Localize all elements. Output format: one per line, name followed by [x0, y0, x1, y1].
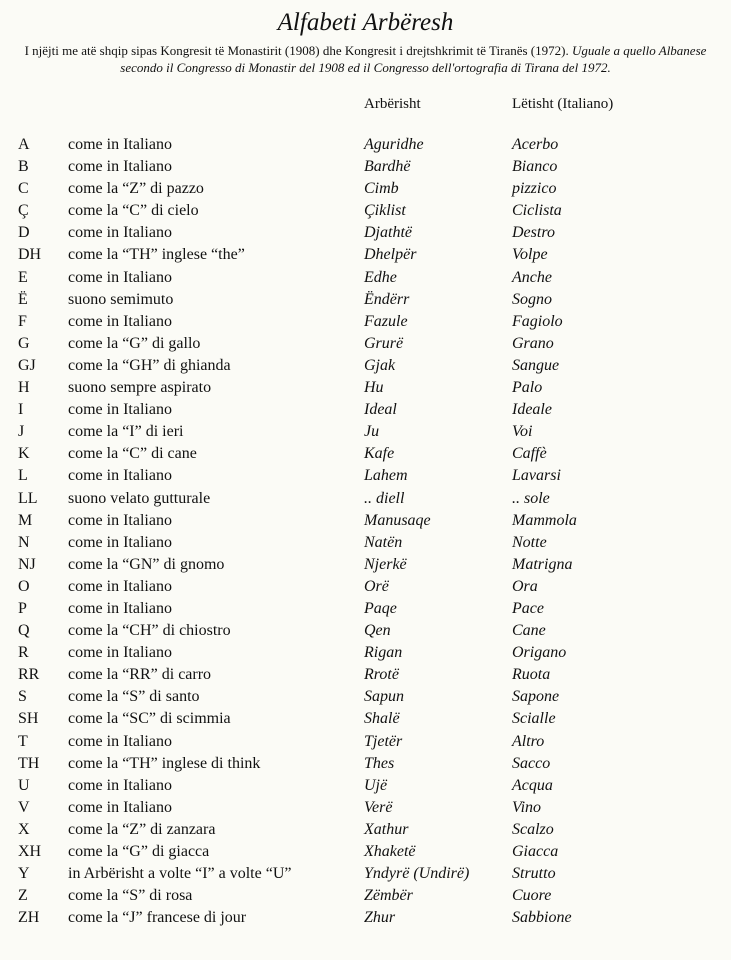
- description-cell: come la “I” di ieri: [68, 423, 184, 441]
- description-cell: come in Italiano: [68, 224, 172, 242]
- description-cell: in Arbërisht a volte “I” a volte “U”: [68, 865, 292, 883]
- italian-word-cell: Ideale: [512, 401, 552, 419]
- letter-cell: RR: [18, 666, 40, 684]
- description-cell: come la “C” di cane: [68, 445, 197, 463]
- letter-cell: H: [18, 379, 30, 397]
- letter-cell: N: [18, 533, 30, 551]
- description-cell: come la “GN” di gnomo: [68, 555, 225, 573]
- table-row: [0, 863, 731, 885]
- description-cell: suono sempre aspirato: [68, 379, 212, 397]
- arberesh-word-cell: Rigan: [364, 644, 403, 662]
- italian-word-cell: Ora: [512, 577, 538, 595]
- arberesh-word-cell: Zhur: [364, 909, 396, 927]
- column-header-letisht: Lëtisht (Italiano): [512, 96, 614, 112]
- table-row: [0, 267, 731, 289]
- description-cell: come in Italiano: [68, 158, 172, 176]
- italian-word-cell: Cane: [512, 622, 546, 640]
- arberesh-word-cell: Çiklist: [364, 202, 406, 220]
- table-row: [0, 289, 731, 311]
- arberesh-word-cell: Djathtë: [364, 224, 412, 242]
- table-row: [0, 399, 731, 421]
- table-row: [0, 222, 731, 244]
- arberesh-word-cell: Verë: [364, 798, 393, 816]
- arberesh-word-cell: Ëndërr: [364, 290, 410, 308]
- table-row: [0, 907, 731, 929]
- table-row: [0, 377, 731, 399]
- italian-word-cell: Sangue: [512, 356, 560, 374]
- table-row: [0, 532, 731, 554]
- table-row: [0, 355, 731, 377]
- description-cell: come la “Z” di zanzara: [68, 820, 216, 838]
- letter-cell: SH: [18, 710, 39, 728]
- table-row: [0, 642, 731, 664]
- description-cell: come la “TH” inglese di think: [68, 754, 261, 772]
- description-cell: come in Italiano: [68, 511, 172, 529]
- arberesh-word-cell: Xhaketë: [364, 843, 416, 860]
- italian-word-cell: Sabbione: [512, 909, 572, 927]
- arberesh-word-cell: Njerkë: [364, 555, 407, 573]
- letter-cell: G: [18, 334, 30, 352]
- arberesh-word-cell: Gjak: [364, 356, 396, 374]
- italian-word-cell: Mammola: [512, 511, 577, 529]
- letter-cell: T: [18, 732, 28, 750]
- letter-cell: X: [18, 820, 30, 838]
- letter-cell: L: [18, 467, 28, 485]
- italian-word-cell: Scalzo: [512, 820, 554, 838]
- italian-word-cell: Palo: [512, 379, 543, 397]
- table-row: [0, 244, 731, 266]
- letter-cell: M: [18, 511, 33, 529]
- table-row: [0, 510, 731, 532]
- arberesh-word-cell: Qen: [364, 622, 391, 640]
- table-row: [0, 753, 731, 775]
- italian-word-cell: Pace: [512, 599, 544, 617]
- italian-word-cell: Destro: [512, 224, 555, 242]
- description-cell: come in Italiano: [68, 776, 172, 794]
- arberesh-word-cell: Cimb: [364, 180, 399, 198]
- italian-word-cell: Grano: [512, 334, 554, 352]
- arberesh-word-cell: Kafe: [364, 445, 395, 463]
- description-cell: come la “Z” di pazzo: [68, 180, 204, 198]
- arberesh-word-cell: Ideal: [364, 401, 397, 419]
- letter-cell: V: [18, 798, 30, 816]
- description-cell: come la “S” di santo: [68, 688, 200, 706]
- italian-word-cell: Giacca: [512, 843, 559, 860]
- arberesh-word-cell: Manusaqe: [364, 511, 431, 529]
- arberesh-word-cell: Ujë: [364, 776, 388, 794]
- page-title: Alfabeti Arbëresh: [277, 9, 454, 36]
- table-row: [0, 664, 731, 686]
- arberesh-word-cell: Fazule: [364, 312, 408, 330]
- arberesh-word-cell: Ju: [364, 423, 380, 441]
- italian-word-cell: Sapone: [512, 688, 560, 706]
- letter-cell: Z: [18, 887, 28, 905]
- description-cell: come la “GH” di ghianda: [68, 356, 231, 374]
- italian-word-cell: Vino: [512, 798, 542, 816]
- italian-word-cell: Notte: [512, 533, 547, 551]
- letter-cell: P: [18, 599, 27, 617]
- arberesh-word-cell: Rrotë: [364, 666, 399, 684]
- italian-word-cell: Ciclista: [512, 202, 562, 220]
- alphabet-table: [0, 134, 731, 929]
- italian-word-cell: Ruota: [512, 666, 551, 684]
- italian-word-cell: Acqua: [512, 776, 553, 794]
- description-cell: come in Italiano: [68, 599, 172, 617]
- letter-cell: S: [18, 688, 27, 706]
- arberesh-word-cell: .. diell: [364, 489, 405, 507]
- letter-cell: E: [18, 268, 28, 286]
- table-row: [0, 311, 731, 333]
- description-cell: suono semimuto: [68, 290, 174, 308]
- letter-cell: A: [18, 136, 30, 153]
- arberesh-word-cell: Orë: [364, 577, 389, 595]
- italian-word-cell: Cuore: [512, 887, 552, 905]
- table-row: [0, 421, 731, 443]
- italian-word-cell: Volpe: [512, 246, 548, 264]
- italian-word-cell: Strutto: [512, 865, 556, 883]
- description-cell: come la “CH” di chiostro: [68, 622, 231, 640]
- description-cell: come in Italiano: [68, 312, 172, 330]
- description-cell: come la “G” di gallo: [68, 334, 201, 352]
- letter-cell: TH: [18, 754, 40, 772]
- subtitle: [10, 42, 721, 76]
- table-row: [0, 465, 731, 487]
- table-row: [0, 885, 731, 907]
- italian-word-cell: pizzico: [512, 180, 557, 198]
- description-cell: come in Italiano: [68, 577, 172, 595]
- table-row: [0, 156, 731, 178]
- column-header-arberisht: Arbërisht: [364, 96, 421, 112]
- table-row: [0, 797, 731, 819]
- italian-word-cell: Acerbo: [512, 136, 559, 153]
- arberesh-word-cell: Zëmbër: [364, 887, 413, 905]
- description-cell: come la “RR” di carro: [68, 666, 212, 684]
- arberesh-word-cell: Aguridhe: [364, 136, 424, 153]
- letter-cell: D: [18, 224, 30, 242]
- italian-word-cell: .. sole: [512, 489, 550, 507]
- italian-word-cell: Sogno: [512, 290, 552, 308]
- description-cell: come in Italiano: [68, 732, 172, 750]
- arberesh-word-cell: Xathur: [364, 820, 409, 838]
- description-cell: come in Italiano: [68, 268, 172, 286]
- table-row: [0, 554, 731, 576]
- letter-cell: Q: [18, 622, 30, 640]
- table-row: [0, 443, 731, 465]
- table-row: [0, 200, 731, 222]
- arberesh-word-cell: Sapun: [364, 688, 404, 706]
- table-row: [0, 598, 731, 620]
- arberesh-word-cell: Edhe: [364, 268, 397, 286]
- italian-word-cell: Scialle: [512, 710, 556, 728]
- description-cell: come in Italiano: [68, 401, 172, 419]
- italian-word-cell: Voi: [512, 423, 533, 441]
- italian-word-cell: Bianco: [512, 158, 558, 176]
- description-cell: come in Italiano: [68, 644, 172, 662]
- letter-cell: I: [18, 401, 24, 419]
- table-row: [0, 333, 731, 355]
- italian-word-cell: Anche: [512, 268, 552, 286]
- arberesh-word-cell: Natën: [364, 533, 403, 551]
- description-cell: come la “C” di cielo: [68, 202, 199, 220]
- letter-cell: O: [18, 577, 30, 595]
- letter-cell: C: [18, 180, 29, 198]
- description-cell: come la “S” di rosa: [68, 887, 193, 905]
- letter-cell: Ç: [18, 202, 29, 220]
- arberesh-word-cell: Grurë: [364, 334, 404, 352]
- letter-cell: GJ: [18, 356, 36, 374]
- letter-cell: F: [18, 312, 27, 330]
- italian-word-cell: Caffè: [512, 445, 547, 463]
- letter-cell: B: [18, 158, 29, 176]
- italian-word-cell: Fagiolo: [512, 312, 563, 330]
- letter-cell: XH: [18, 843, 42, 860]
- description-cell: come in Italiano: [68, 467, 172, 485]
- arberesh-word-cell: Paqe: [364, 599, 397, 617]
- table-row: [0, 178, 731, 200]
- description-cell: come la “SC” di scimmia: [68, 710, 231, 728]
- letter-cell: ZH: [18, 909, 40, 927]
- table-row: [0, 488, 731, 510]
- arberesh-word-cell: Tjetër: [364, 732, 403, 750]
- letter-cell: J: [18, 423, 25, 441]
- italian-word-cell: Altro: [512, 732, 545, 750]
- letter-cell: Ë: [18, 290, 28, 308]
- table-row: [0, 134, 731, 156]
- arberesh-word-cell: Thes: [364, 754, 395, 772]
- description-cell: come la “TH” inglese “the”: [68, 246, 245, 264]
- table-row: [0, 775, 731, 797]
- table-row: [0, 731, 731, 753]
- arberesh-word-cell: Bardhë: [364, 158, 411, 176]
- table-row: [0, 620, 731, 642]
- arberesh-word-cell: Dhelpër: [364, 246, 417, 264]
- subtitle-albanian: I njëjti me atë shqip sipas Kongresit të Monastirit (1908) dhe Kongresit i drejtshkrimit të Tiranës (1972).: [24, 43, 569, 58]
- table-row: [0, 841, 731, 863]
- arberesh-word-cell: Shalë: [364, 710, 400, 728]
- table-row: [0, 819, 731, 841]
- description-cell: come la “J” francese di jour: [68, 909, 247, 927]
- description-cell: come la “G” di giacca: [68, 843, 210, 860]
- description-cell: come in Italiano: [68, 136, 172, 153]
- italian-word-cell: Sacco: [512, 754, 551, 772]
- subtitle-italian: Uguale a quello Albanese secondo il Congresso di Monastir del 1908 ed il Congresso dell'ortografia di Tirana del 1972.: [120, 43, 707, 75]
- letter-cell: K: [18, 445, 30, 463]
- description-cell: come in Italiano: [68, 533, 172, 551]
- italian-word-cell: Origano: [512, 644, 567, 662]
- letter-cell: DH: [18, 246, 42, 264]
- letter-cell: Y: [18, 865, 30, 883]
- arberesh-word-cell: Hu: [364, 379, 384, 397]
- description-cell: suono velato gutturale: [68, 489, 211, 507]
- table-row: [0, 686, 731, 708]
- table-row: [0, 708, 731, 730]
- letter-cell: U: [18, 776, 30, 794]
- letter-cell: NJ: [18, 555, 36, 573]
- arberesh-word-cell: Lahem: [364, 467, 408, 485]
- italian-word-cell: Lavarsi: [512, 467, 561, 485]
- letter-cell: LL: [18, 489, 38, 507]
- italian-word-cell: Matrigna: [512, 555, 573, 573]
- description-cell: come in Italiano: [68, 798, 172, 816]
- arberesh-word-cell: Yndyrë (Undirë): [364, 865, 470, 883]
- table-row: [0, 576, 731, 598]
- letter-cell: R: [18, 644, 29, 662]
